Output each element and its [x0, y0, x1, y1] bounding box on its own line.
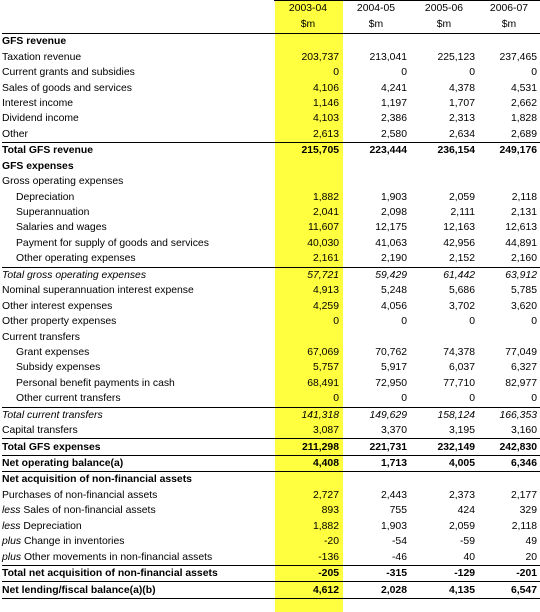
cell-value: 6,547: [478, 582, 540, 598]
row-label: [2, 283, 274, 298]
row-label-text: Total current transfers: [2, 409, 103, 421]
cell-value: 74,378: [443, 346, 475, 358]
cell-value: 2,059: [448, 191, 475, 203]
cell-value: 57,721: [274, 267, 342, 283]
row-label-text: Nominal superannuation interest expense: [2, 285, 194, 297]
row-label-text: Capital transfers: [2, 425, 78, 437]
cell-value: -54: [391, 536, 407, 548]
row-label: [2, 127, 274, 143]
row-label-text: Total GFS expenses: [2, 441, 101, 453]
cell-value: 203,737: [301, 51, 339, 63]
table-row: [2, 503, 540, 518]
cell-value: 63,912: [478, 267, 540, 283]
year-header: 2003-04: [274, 1, 342, 18]
cell-value: -129: [410, 565, 478, 581]
cell-value: 2,662: [510, 97, 537, 109]
row-prefix: less: [2, 520, 21, 532]
cell-value: 0: [531, 393, 537, 405]
cell-value: 0: [333, 67, 339, 79]
table-row: [2, 283, 540, 298]
table-row: [2, 423, 540, 439]
cell-value: 40: [463, 551, 475, 563]
table-row: [2, 534, 540, 549]
cell-value: 12,163: [443, 222, 475, 234]
row-label-text: Gross operating expenses: [2, 176, 124, 188]
row-label: [2, 189, 274, 204]
cell-value: 1,707: [448, 97, 475, 109]
row-label-text: Dividend income: [2, 113, 79, 125]
table-row: [2, 360, 540, 375]
cell-value: 0: [401, 67, 407, 79]
table-row: [2, 439, 540, 455]
cell-value: [274, 159, 342, 174]
cell-value: 1,197: [380, 97, 407, 109]
cell-value: 211,298: [274, 439, 342, 455]
table-row: [2, 127, 540, 143]
row-label-text: Personal benefit payments in cash: [16, 377, 175, 389]
row-label: [2, 391, 274, 407]
cell-value: [410, 34, 478, 50]
cell-value: [342, 34, 410, 50]
cell-value: 11,607: [307, 222, 339, 234]
cell-value: -59: [459, 536, 475, 548]
table-body: [2, 34, 540, 599]
cell-value: 2,118: [511, 191, 537, 203]
row-label-text: Depreciation: [16, 191, 75, 203]
header-units-row: [2, 17, 540, 34]
cell-value: 2,131: [510, 207, 537, 219]
row-label-text: Total gross operating expenses: [2, 269, 147, 281]
row-label-text: Salaries and wages: [16, 222, 107, 234]
row-label-text: Other current transfers: [16, 393, 121, 405]
table-row: [2, 314, 540, 329]
cell-value: 2,098: [380, 207, 407, 219]
cell-value: 2,727: [312, 489, 339, 501]
cell-value: 329: [519, 505, 537, 517]
cell-value: [342, 329, 410, 344]
cell-value: 6,327: [510, 362, 537, 374]
row-label: [2, 298, 274, 313]
cell-value: 2,373: [448, 489, 475, 501]
year-header: 2005-06: [410, 1, 478, 18]
table-row: [2, 49, 540, 64]
row-label-text: Superannuation: [16, 207, 90, 219]
cell-value: 49: [525, 536, 537, 548]
cell-value: 237,465: [499, 51, 537, 63]
row-label: [2, 519, 274, 534]
row-label-text: Grant expenses: [16, 346, 90, 358]
cell-value: 2,161: [312, 253, 339, 265]
cell-value: 41,063: [375, 237, 407, 249]
cell-value: [410, 329, 478, 344]
cell-value: 82,977: [505, 377, 537, 389]
row-label-text: Purchases of non-financial assets: [2, 489, 158, 501]
table-row: [2, 143, 540, 159]
table-row: [2, 345, 540, 360]
cell-value: 0: [333, 316, 339, 328]
cell-value: -20: [323, 536, 339, 548]
cell-value: 1,882: [312, 191, 339, 203]
row-label: [2, 159, 274, 174]
cell-value: 3,195: [448, 425, 475, 437]
row-label: [2, 360, 274, 375]
cell-value: 223,444: [342, 143, 410, 159]
row-label: [2, 174, 274, 189]
cell-value: 2,041: [312, 207, 339, 219]
table-row: [2, 407, 540, 423]
table-row: [2, 391, 540, 407]
unit-header: $m: [342, 17, 410, 34]
cell-value: 1,903: [380, 191, 407, 203]
table-row: [2, 298, 540, 313]
cell-value: -46: [391, 551, 407, 563]
cell-value: 4,531: [510, 82, 537, 94]
row-label: [2, 345, 274, 360]
row-label-text: Total GFS revenue: [2, 145, 94, 157]
table-row: [2, 65, 540, 80]
cell-value: 4,259: [312, 300, 339, 312]
cell-value: 61,442: [410, 267, 478, 283]
year-header: 2006-07: [478, 1, 540, 18]
cell-value: 0: [469, 316, 475, 328]
cell-value: 77,049: [505, 346, 537, 358]
cell-value: 12,613: [505, 222, 537, 234]
row-label-text: Net acquisition of non-financial assets: [2, 474, 192, 486]
row-label: [2, 329, 274, 344]
cell-value: 68,491: [307, 377, 339, 389]
table-row: [2, 329, 540, 344]
table-row: [2, 565, 540, 581]
cell-value: 0: [469, 67, 475, 79]
cell-value: 242,830: [478, 439, 540, 455]
cell-value: 893: [321, 505, 339, 517]
header-blank: [2, 1, 274, 18]
cell-value: 0: [401, 316, 407, 328]
cell-value: -315: [342, 565, 410, 581]
row-label: [2, 503, 274, 518]
unit-header: $m: [274, 17, 342, 34]
table-row: [2, 111, 540, 126]
cell-value: 213,041: [369, 51, 407, 63]
cell-value: -205: [274, 565, 342, 581]
cell-value: 2,190: [380, 253, 407, 265]
row-label: [2, 49, 274, 64]
table-row: [2, 34, 540, 50]
cell-value: [342, 159, 410, 174]
row-label-text: Net lending/fiscal balance(a)(b): [2, 584, 156, 596]
table-row: [2, 96, 540, 111]
table-row: [2, 159, 540, 174]
row-label: [2, 407, 274, 423]
row-label: [2, 220, 274, 235]
cell-value: -201: [478, 565, 540, 581]
cell-value: 3,620: [510, 300, 537, 312]
table-row: [2, 236, 540, 251]
cell-value: 5,785: [510, 285, 537, 297]
cell-value: 5,917: [380, 362, 407, 374]
table-row: [2, 455, 540, 471]
cell-value: [274, 329, 342, 344]
cell-value: 215,705: [274, 143, 342, 159]
year-header: 2004-05: [342, 1, 410, 18]
cell-value: 4,408: [274, 455, 342, 471]
cell-value: 1,146: [312, 97, 339, 109]
cell-value: 1,828: [510, 113, 537, 125]
unit-header: $m: [410, 17, 478, 34]
row-label: [2, 96, 274, 111]
row-prefix: less: [2, 505, 21, 517]
cell-value: 2,160: [510, 253, 537, 265]
cell-value: [274, 34, 342, 50]
cell-value: [478, 472, 540, 488]
cell-value: 4,378: [448, 82, 475, 94]
row-label-text: Change in inventories: [23, 536, 125, 548]
cell-value: [274, 472, 342, 488]
row-label: [2, 267, 274, 283]
cell-value: 1,882: [312, 520, 339, 532]
row-label-text: Subsidy expenses: [16, 362, 101, 374]
table-row: [2, 582, 540, 598]
row-label: [2, 488, 274, 503]
row-label: [2, 251, 274, 267]
row-prefix: plus: [2, 551, 22, 563]
cell-value: [274, 174, 342, 189]
cell-value: 77,710: [443, 377, 475, 389]
row-label-text: Other movements in non-financial assets: [23, 551, 213, 563]
cell-value: 0: [531, 67, 537, 79]
row-label: [2, 314, 274, 329]
cell-value: [410, 174, 478, 189]
cell-value: 232,149: [410, 439, 478, 455]
row-label: [2, 582, 274, 598]
cell-value: 40,030: [307, 237, 339, 249]
cell-value: 2,177: [510, 489, 537, 501]
row-label-text: Other: [2, 128, 28, 140]
cell-value: 166,353: [478, 407, 540, 423]
cell-value: 1,903: [380, 520, 407, 532]
cell-value: 2,443: [380, 489, 407, 501]
cell-value: 67,069: [307, 346, 339, 358]
table-row: [2, 251, 540, 267]
row-label: [2, 376, 274, 391]
row-label-text: Payment for supply of goods and services: [16, 237, 209, 249]
row-label-text: Sales of non-financial assets: [23, 505, 156, 517]
cell-value: 755: [389, 505, 407, 517]
cell-value: 70,762: [375, 346, 407, 358]
cell-value: 4,612: [274, 582, 342, 598]
row-label-text: Other interest expenses: [2, 300, 113, 312]
cell-value: 72,950: [375, 377, 407, 389]
row-label: [2, 205, 274, 220]
cell-value: 12,175: [375, 222, 407, 234]
cell-value: 2,111: [450, 207, 475, 219]
table-row: [2, 519, 540, 534]
cell-value: 141,318: [274, 407, 342, 423]
unit-header: $m: [478, 17, 540, 34]
table-row: [2, 472, 540, 488]
row-label: [2, 439, 274, 455]
cell-value: 249,176: [478, 143, 540, 159]
table-row: [2, 220, 540, 235]
row-label: [2, 534, 274, 549]
row-prefix: plus: [2, 536, 22, 548]
cell-value: 2,118: [511, 520, 537, 532]
row-label: [2, 34, 274, 50]
cell-value: 158,124: [410, 407, 478, 423]
cell-value: 6,346: [478, 455, 540, 471]
cell-value: 4,005: [410, 455, 478, 471]
cell-value: 4,103: [312, 113, 339, 125]
header-years-row: [2, 1, 540, 18]
cell-value: 44,891: [505, 237, 537, 249]
cell-value: 0: [469, 393, 475, 405]
cell-value: 3,160: [510, 425, 537, 437]
row-label: [2, 472, 274, 488]
cell-value: 2,059: [448, 520, 475, 532]
cell-value: 2,386: [380, 113, 407, 125]
cell-value: 2,613: [312, 128, 339, 140]
cell-value: 3,702: [448, 300, 475, 312]
cell-value: 4,056: [380, 300, 407, 312]
row-label-text: Total net acquisition of non-financial assets: [2, 568, 218, 580]
cell-value: 5,248: [380, 285, 407, 297]
cell-value: 5,757: [312, 362, 339, 374]
cell-value: 2,152: [448, 253, 475, 265]
table-row: [2, 189, 540, 204]
budget-table: [2, 0, 540, 599]
cell-value: 2,689: [510, 128, 537, 140]
row-label: [2, 65, 274, 80]
row-label-text: Taxation revenue: [2, 51, 82, 63]
cell-value: 42,956: [443, 237, 475, 249]
cell-value: 0: [531, 316, 537, 328]
row-label: [2, 143, 274, 159]
row-label-text: Current grants and subsidies: [2, 67, 135, 79]
cell-value: 4,135: [410, 582, 478, 598]
cell-value: 236,154: [410, 143, 478, 159]
row-label: [2, 549, 274, 565]
cell-value: 2,580: [380, 128, 407, 140]
cell-value: 149,629: [342, 407, 410, 423]
cell-value: 221,731: [342, 439, 410, 455]
cell-value: 6,037: [448, 362, 475, 374]
cell-value: [478, 174, 540, 189]
row-label: [2, 455, 274, 471]
cell-value: 5,686: [448, 285, 475, 297]
row-label: [2, 423, 274, 439]
row-label-text: Interest income: [2, 97, 74, 109]
row-label-text: Net operating balance(a): [2, 458, 124, 470]
row-label-text: Other operating expenses: [16, 253, 136, 265]
cell-value: 2,634: [448, 128, 475, 140]
row-label-text: Depreciation: [23, 520, 82, 532]
cell-value: [342, 472, 410, 488]
cell-value: 4,913: [312, 285, 339, 297]
cell-value: 4,241: [380, 82, 407, 94]
row-label: [2, 111, 274, 126]
row-label: [2, 565, 274, 581]
row-label-text: Current transfers: [2, 331, 80, 343]
cell-value: 0: [333, 393, 339, 405]
table-row: [2, 488, 540, 503]
cell-value: 225,123: [437, 51, 475, 63]
cell-value: [478, 34, 540, 50]
row-label-text: Other property expenses: [2, 316, 117, 328]
cell-value: [342, 174, 410, 189]
cell-value: [478, 329, 540, 344]
cell-value: 3,370: [380, 425, 407, 437]
cell-value: 2,313: [448, 113, 475, 125]
cell-value: 20: [525, 551, 537, 563]
row-label-text: GFS expenses: [2, 160, 74, 172]
row-label: [2, 80, 274, 95]
cell-value: 1,713: [342, 455, 410, 471]
table-row: [2, 174, 540, 189]
table-row: [2, 549, 540, 565]
cell-value: [410, 472, 478, 488]
cell-value: 3,087: [312, 425, 339, 437]
cell-value: 59,429: [342, 267, 410, 283]
header-blank: [2, 17, 274, 34]
row-label: [2, 236, 274, 251]
cell-value: 0: [401, 393, 407, 405]
cell-value: 2,028: [342, 582, 410, 598]
cell-value: [410, 159, 478, 174]
cell-value: [478, 159, 540, 174]
row-label-text: Sales of goods and services: [2, 82, 132, 94]
table-row: [2, 376, 540, 391]
table-row: [2, 80, 540, 95]
cell-value: 4,106: [312, 82, 339, 94]
cell-value: -136: [318, 551, 339, 563]
cell-value: 424: [457, 505, 475, 517]
table-row: [2, 267, 540, 283]
row-label-text: GFS revenue: [2, 36, 67, 48]
table-row: [2, 205, 540, 220]
